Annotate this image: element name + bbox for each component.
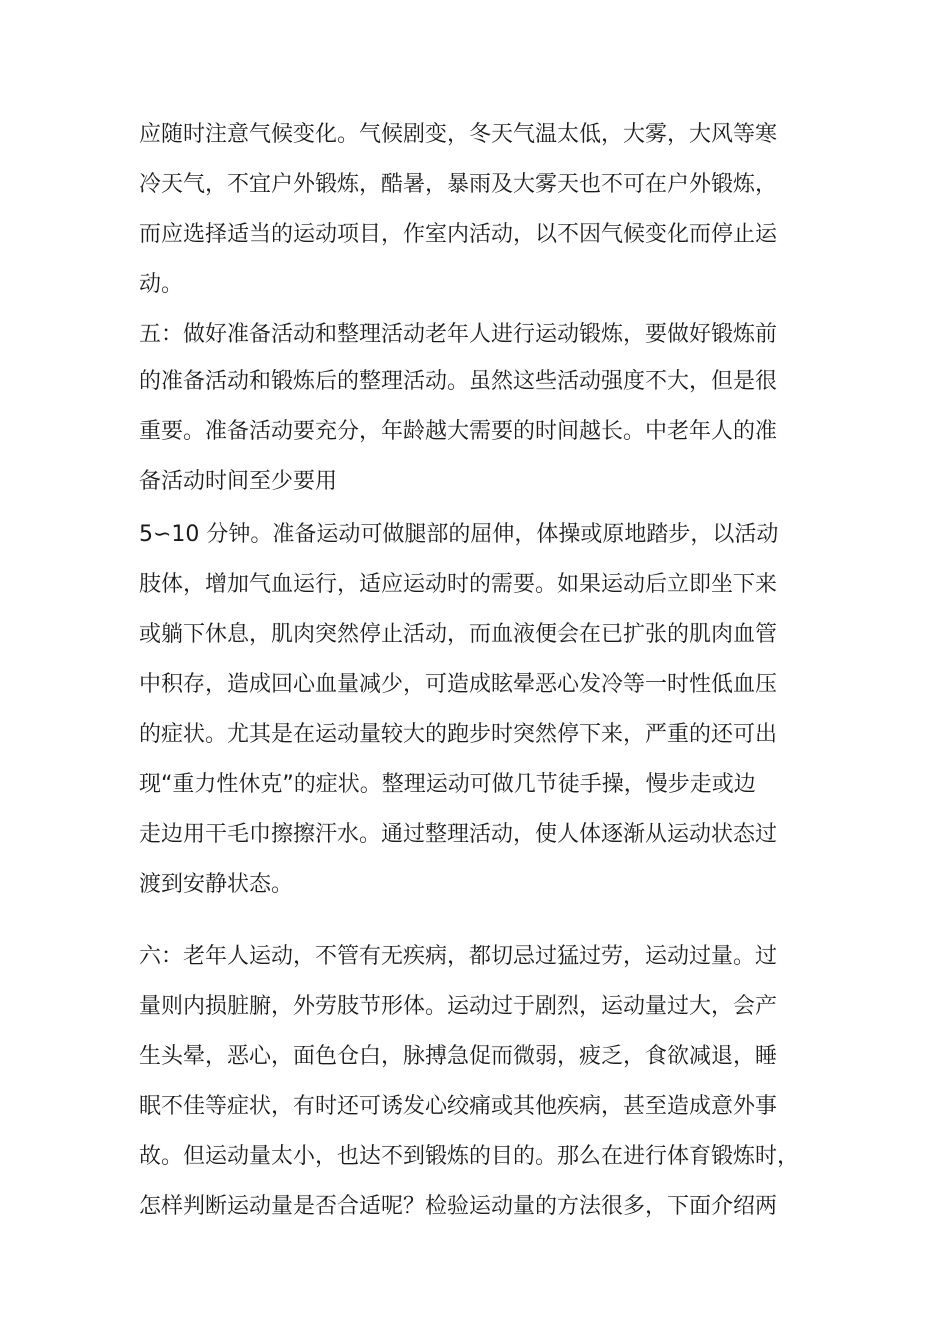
text-line: 5∽10 分钟。准备运动可做腿部的屈伸，体操或原地踏步，以活动: [139, 522, 779, 547]
text-line: 中积存，造成回心血量减少，可造成眩晕恶心发冷等一时性低血压: [139, 672, 778, 697]
text-line: 生头晕，恶心，面色仓白，脉搏急促而微弱，疲乏，食欲减退，睡: [139, 1044, 778, 1069]
text-line: 现“重力性休克”的症状。整理运动可做几节徒手操，慢步走或边: [139, 772, 756, 797]
text-line: 的准备活动和锻炼后的整理活动。虽然这些活动强度不大，但是很: [139, 369, 778, 394]
text-line: 走边用干毛巾擦擦汗水。通过整理活动，使人体逐渐从运动状态过: [139, 822, 778, 847]
text-line: 而应选择适当的运动项目，作室内活动，以不因气候变化而停止运: [139, 222, 778, 247]
text-line: 怎样判断运动量是否合适呢？检验运动量的方法很多，下面介绍两: [139, 1194, 778, 1219]
text-line: 冷天气，不宜户外锻炼，酷暑，暴雨及大雾天也不可在户外锻炼，: [139, 172, 778, 197]
text-line: 或躺下休息，肌肉突然停止活动，而血液便会在已扩张的肌肉血管: [139, 622, 778, 647]
text-line: 动。: [139, 272, 184, 297]
text-line: 渡到安静状态。: [139, 872, 294, 897]
section-heading-line: 六：老年人运动，不管有无疾病，都切忌过猛过劳，运动过量。过: [139, 944, 778, 969]
text-line: 应随时注意气候变化。气候剧变，冬天气温太低，大雾，大风等寒: [139, 122, 778, 147]
text-line: 的症状。尤其是在运动量较大的跑步时突然停下来，严重的还可出: [139, 722, 778, 747]
text-line: 眠不佳等症状，有时还可诱发心绞痛或其他疾病，甚至造成意外事: [139, 1094, 778, 1119]
text-line: 肢体，增加气血运行，适应运动时的需要。如果运动后立即坐下来: [139, 572, 778, 597]
text-line: 量则内损脏腑，外劳肢节形体。运动过于剧烈，运动量过大，会产: [139, 994, 778, 1019]
text-line: 故。但运动量太小，也达不到锻炼的目的。那么在进行体育锻炼时，: [139, 1144, 800, 1169]
text-line: 重要。准备活动要充分，年龄越大需要的时间越长。中老年人的准: [139, 419, 778, 444]
section-heading-line: 五：做好准备活动和整理活动老年人进行运动锻炼，要做好锻炼前: [139, 322, 778, 347]
text-line: 备活动时间至少要用: [139, 469, 338, 494]
